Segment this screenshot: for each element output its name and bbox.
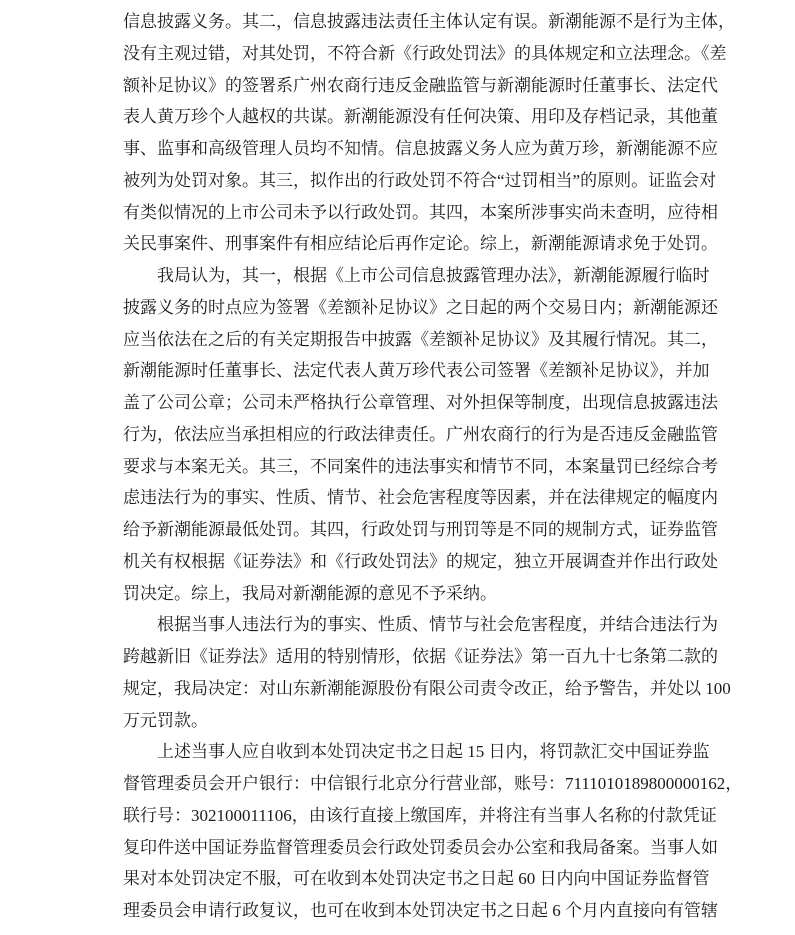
text-line: 上述当事人应自收到本处罚决定书之日起 15 日内，将罚款汇交中国证券监 [157, 742, 710, 762]
text-line: 规定，我局决定：对山东新潮能源股份有限公司责令改正，给予警告，并处以 100 [123, 678, 731, 698]
text-line: 有类似情况的上市公司未予以行政处罚。其四，本案所涉事实尚未查明，应待相 [123, 202, 718, 222]
text-line: 信息披露义务。其二，信息披露违法责任主体认定有误。新潮能源不是行为主体， [123, 12, 735, 31]
text-line: 根据当事人违法行为的事实、性质、情节与社会危害程度，并结合违法行为 [157, 615, 718, 635]
text-line: 果对本处罚决定不服，可在收到本处罚决定书之日起 60 日内向中国证券监督管 [123, 869, 710, 889]
text-line: 罚决定。综上，我局对新潮能源的意见不予采纳。 [123, 583, 497, 603]
text-line: 跨越新旧《证券法》适用的特别情形，依据《证券法》第一百九十七条第二款的 [123, 647, 718, 666]
text-line: 给予新潮能源最低处罚。其四，行政处罚与刑罚等是不同的规制方式，证券监管 [123, 520, 718, 539]
text-line: 被列为处罚对象。其三，拟作出的行政处罚不符合“过罚相当”的原则。证监会对 [123, 170, 717, 190]
text-line: 万元罚款。 [123, 710, 208, 730]
text-line: 关民事案件、刑事案件有相应结论后再作定论。综上，新潮能源请求免于处罚。 [123, 234, 718, 254]
text-line: 督管理委员会开户银行：中信银行北京分行营业部，账号：7111010189800000162， [123, 774, 743, 793]
text-line: 盖了公司公章；公司未严格执行公章管理、对外担保等制度，出现信息披露违法 [123, 393, 718, 412]
text-line: 披露义务的时点应为签署《差额补足协议》之日起的两个交易日内；新潮能源还 [123, 297, 718, 317]
text-line: 表人黄万珍个人越权的共谋。新潮能源没有任何决策、用印及存档记录，其他董 [123, 107, 718, 127]
text-line: 行为，依法应当承担相应的行政法律责任。广州农商行的行为是否违反金融监管 [123, 424, 718, 444]
text-line: 虑违法行为的事实、性质、情节、社会危害程度等因素，并在法律规定的幅度内 [123, 488, 718, 508]
text-line: 应当依法在之后的有关定期报告中披露《差额补足协议》及其履行情况。其二， [123, 329, 718, 349]
text-line: 要求与本案无关。其三，不同案件的违法事实和情节不同，本案量罚已经综合考 [123, 456, 718, 476]
text-line: 额补足协议》的签署系广州农商行违反金融监管与新潮能源时任董事长、法定代 [123, 75, 718, 95]
text-line: 没有主观过错，对其处罚，不符合新《行政处罚法》的具体规定和立法理念。《差 [123, 43, 727, 63]
text-line: 事、监事和高级管理人员均不知情。信息披露义务人应为黄万珍，新潮能源不应 [123, 139, 718, 158]
text-line: 复印件送中国证券监督管理委员会行政处罚委员会办公室和我局备案。当事人如 [123, 837, 718, 857]
text-line: 理委员会申请行政复议，也可在收到本处罚决定书之日起 6 个月内直接向有管辖 [123, 901, 718, 920]
text-line: 联行号：302100011106，由该行直接上缴国库，并将注有当事人名称的付款凭证 [123, 805, 717, 825]
text-line: 机关有权根据《证券法》和《行政处罚法》的规定，独立开展调查并作出行政处 [123, 551, 718, 571]
text-line: 我局认为，其一，根据《上市公司信息披露管理办法》，新潮能源履行临时 [157, 266, 710, 285]
text-line: 新潮能源时任董事长、法定代表人黄万珍代表公司签署《差额补足协议》，并加 [123, 361, 710, 381]
